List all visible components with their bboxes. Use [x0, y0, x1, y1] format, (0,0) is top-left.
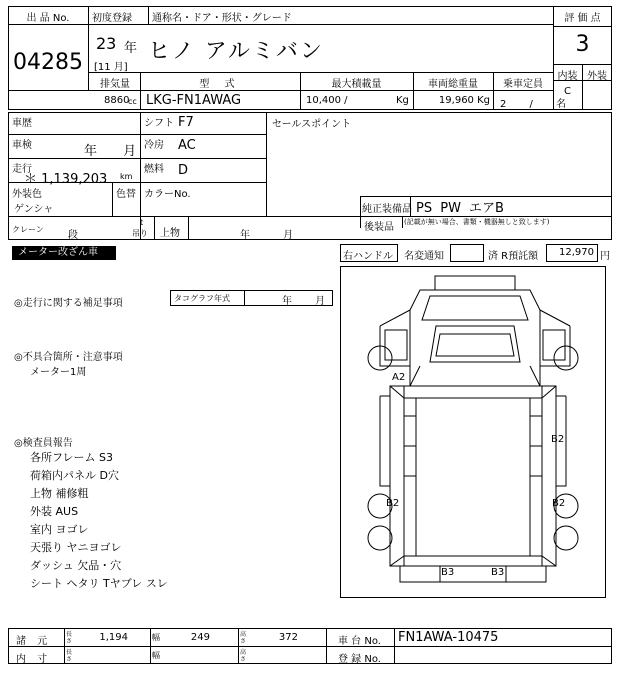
score-label: 評 価 点: [564, 13, 601, 24]
chassis-number: FN1AWA-10475: [398, 630, 499, 645]
color-number-label: カラーNo.: [144, 189, 191, 200]
damage-mark: A2: [392, 372, 406, 383]
ac-label: 冷房: [144, 140, 164, 151]
rhd-label: 右ハンドル: [343, 251, 393, 262]
model-name: ヒノ アルミバン: [148, 39, 324, 64]
damage-mark: B3: [441, 567, 455, 578]
type-label: 型 式: [199, 79, 241, 90]
tachograph-date: 年 月: [282, 296, 326, 307]
aftermarket-note: (記載が無い場合、書類・機器無しと致します): [404, 218, 550, 226]
overall-score: 3: [575, 32, 590, 57]
ac-value: AC: [178, 138, 196, 153]
fuel-label: 燃料: [144, 164, 164, 175]
recycle-unit: 円: [600, 251, 610, 262]
inner-height-label: 高さ: [240, 649, 247, 663]
displacement-value: 8860: [104, 95, 130, 106]
registration-month: [11 月]: [94, 62, 128, 73]
defects-title: ◎不具合箇所・注意事項: [14, 352, 123, 363]
name-change-box: [450, 244, 484, 262]
displacement-label: 排気量: [100, 79, 130, 90]
report-line: 上物 補修粗: [30, 487, 89, 500]
max-load-unit: Kg: [396, 95, 409, 106]
max-load-label: 最大積載量: [331, 79, 382, 90]
interior-score: C: [564, 86, 571, 97]
inspector-report-title: ◎検査員報告: [14, 438, 73, 449]
report-line: 天張り ヤニヨゴレ: [30, 541, 122, 554]
fuel-value: D: [178, 163, 189, 178]
lot-number: 04285: [13, 50, 83, 75]
sales-points-label: セールスポイント: [272, 119, 352, 130]
registration-year-unit: 年: [124, 41, 138, 56]
inspection-label: 車検: [12, 140, 32, 151]
exterior-label: 外装: [587, 71, 607, 82]
vehicle-type: LKG-FN1AWAG: [146, 93, 242, 108]
max-load-value: 10,400 /: [306, 95, 348, 106]
capacity-value: 2 / 名: [500, 99, 567, 110]
crane-hang: 吊り: [132, 229, 148, 238]
mileage-unit: km: [120, 172, 133, 181]
mileage-value: ＊ 1,139,203: [24, 172, 108, 187]
inner-width-label: 幅: [152, 651, 160, 660]
height-value: 372: [278, 632, 298, 643]
meter-tampered-badge: メーター改ざん車: [12, 246, 116, 260]
height-label: 高さ: [240, 631, 247, 645]
recycle-amount: 12,970: [559, 247, 594, 258]
body-label: 上物: [160, 228, 180, 239]
recycle-label: 済 R預託額: [488, 251, 539, 262]
color-change-label: 色替: [116, 189, 136, 200]
shift-value: F7: [178, 115, 194, 130]
history-label: 車歴: [12, 118, 32, 129]
chassis-label: 車 台 No.: [338, 636, 381, 647]
lot-label: 出 品 No.: [26, 13, 70, 24]
displacement-unit: cc: [128, 97, 137, 106]
report-line: 室内 ヨゴレ: [30, 523, 89, 536]
color-label: 外装色: [12, 189, 42, 200]
registration-year: 23: [96, 34, 117, 53]
damage-mark: B2: [551, 434, 565, 445]
report-line: 荷箱内パネル D穴: [30, 469, 119, 482]
dims-label: 諸 元: [16, 636, 48, 647]
length-value: 1,194: [99, 632, 128, 643]
color-value: ゲンシャ: [14, 204, 54, 215]
report-line: シート ヘタリ Tヤブレ スレ: [30, 577, 168, 590]
name-change-label: 名変通知: [404, 251, 444, 262]
first-registration-label: 初度登録: [92, 13, 132, 24]
gross-weight-value: 19,960 Kg: [438, 95, 490, 106]
body-date: 年 月: [240, 230, 294, 241]
crane-label: クレーン: [12, 225, 44, 234]
length-label: 長さ: [66, 631, 73, 645]
capacity-label: 乗車定員: [503, 79, 543, 90]
registration-number-label: 登 録 No.: [338, 654, 381, 665]
width-value: 249: [190, 632, 210, 643]
damage-mark: B2: [552, 498, 566, 509]
report-line: 各所フレーム S3: [30, 451, 114, 464]
mileage-label: 走行: [12, 164, 32, 175]
interior-label: 内装: [557, 71, 578, 82]
damage-mark: B3: [491, 567, 505, 578]
shift-label: シフト: [144, 118, 174, 129]
driving-notes-title: ◎走行に関する補足事項: [14, 298, 123, 309]
inner-dims-label: 内 寸: [16, 654, 48, 665]
inner-length-label: 長さ: [66, 649, 73, 663]
width-label: 幅: [152, 633, 160, 642]
aftermarket-label: 後装品: [364, 222, 394, 233]
model-label: 通称名・ドア・形状・グレード: [152, 13, 292, 24]
equipment-label: 純正装備品: [362, 204, 412, 215]
damage-mark: B2: [386, 498, 400, 509]
gross-weight-label: 車両総重量: [428, 79, 478, 90]
equipment-value: PS PW エアB: [416, 201, 504, 216]
crane-stage: 段: [68, 230, 78, 241]
report-line: 外装 AUS: [30, 505, 79, 518]
report-line: ダッシュ 欠品・穴: [30, 559, 122, 572]
truck-outline-drawing: [340, 266, 606, 598]
tachograph-label: タコグラフ年式: [174, 294, 230, 303]
crane-ton: t: [140, 218, 144, 227]
defect-line: メーター1周: [30, 367, 87, 378]
inspection-value: 年 月: [84, 144, 137, 159]
